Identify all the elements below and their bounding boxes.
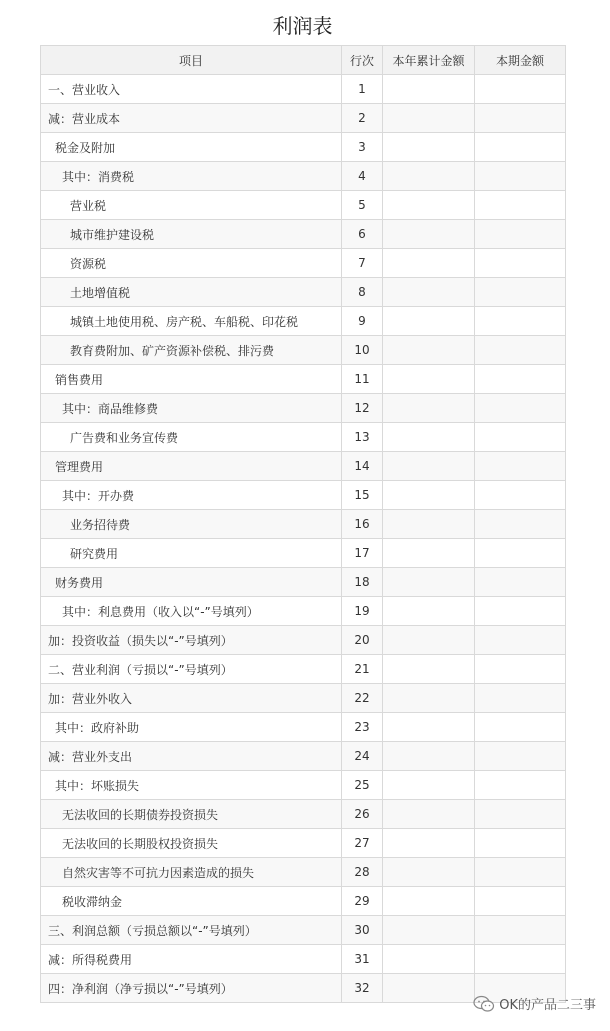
row-current-amount [475,597,566,626]
row-item: 二、营业利润（亏损以“-”号填列） [41,655,342,684]
row-ytd-amount [383,249,475,278]
row-ytd-amount [383,974,475,1003]
table-row [41,887,566,916]
row-current-amount [475,191,566,220]
row-item: 财务费用 [41,568,342,597]
row-ytd-amount [383,539,475,568]
row-ytd-amount [383,597,475,626]
row-item: 其中：坏账损失 [41,771,342,800]
row-ytd-amount [383,713,475,742]
row-item: 营业税 [41,191,342,220]
row-ytd-amount [383,336,475,365]
row-item: 自然灾害等不可抗力因素造成的损失 [41,858,342,887]
row-number: 16 [342,510,383,539]
row-current-amount [475,800,566,829]
row-ytd-amount [383,423,475,452]
row-ytd-amount [383,655,475,684]
row-current-amount [475,423,566,452]
row-ytd-amount [383,626,475,655]
row-item: 其中：商品维修费 [41,394,342,423]
row-number: 13 [342,423,383,452]
table-row [41,249,566,278]
table-row [41,742,566,771]
row-ytd-amount [383,365,475,394]
table-row [41,626,566,655]
header-current-amount: 本期金额 [475,46,566,75]
row-ytd-amount [383,510,475,539]
row-number: 14 [342,452,383,481]
row-ytd-amount [383,800,475,829]
row-number: 25 [342,771,383,800]
table-row [41,829,566,858]
row-ytd-amount [383,104,475,133]
row-ytd-amount [383,394,475,423]
row-ytd-amount [383,945,475,974]
row-ytd-amount [383,771,475,800]
row-item: 资源税 [41,249,342,278]
table-row [41,394,566,423]
row-number: 5 [342,191,383,220]
row-item: 管理费用 [41,452,342,481]
table-row [41,655,566,684]
table-row [41,539,566,568]
row-current-amount [475,162,566,191]
header-ytd-amount: 本年累计金额 [383,46,475,75]
row-item: 其中：政府补助 [41,713,342,742]
row-current-amount [475,684,566,713]
row-number: 7 [342,249,383,278]
row-ytd-amount [383,858,475,887]
row-item: 无法收回的长期股权投资损失 [41,829,342,858]
row-current-amount [475,742,566,771]
row-number: 21 [342,655,383,684]
row-item: 四：净利润（净亏损以“-”号填列） [41,974,342,1003]
row-item: 税收滞纳金 [41,887,342,916]
row-item: 三、利润总额（亏损总额以“-”号填列） [41,916,342,945]
row-number: 2 [342,104,383,133]
row-current-amount [475,626,566,655]
row-number: 1 [342,75,383,104]
row-number: 8 [342,278,383,307]
row-item: 销售费用 [41,365,342,394]
row-number: 18 [342,568,383,597]
row-item: 广告费和业务宣传费 [41,423,342,452]
row-current-amount [475,220,566,249]
table-row [41,568,566,597]
row-number: 9 [342,307,383,336]
row-number: 6 [342,220,383,249]
row-number: 12 [342,394,383,423]
row-current-amount [475,336,566,365]
income-statement-table [40,45,566,1003]
row-current-amount [475,568,566,597]
table-row [41,336,566,365]
row-item: 教育费附加、矿产资源补偿税、排污费 [41,336,342,365]
row-ytd-amount [383,452,475,481]
row-item: 一、营业收入 [41,75,342,104]
table-row [41,452,566,481]
row-item: 加：营业外收入 [41,684,342,713]
row-number: 20 [342,626,383,655]
table-row [41,945,566,974]
table-row [41,133,566,162]
row-number: 23 [342,713,383,742]
row-current-amount [475,887,566,916]
table-header-row [41,46,566,75]
row-current-amount [475,916,566,945]
row-ytd-amount [383,568,475,597]
row-current-amount [475,249,566,278]
row-current-amount [475,510,566,539]
row-current-amount [475,945,566,974]
row-number: 4 [342,162,383,191]
row-number: 30 [342,916,383,945]
row-current-amount [475,713,566,742]
table-row [41,75,566,104]
table-row [41,771,566,800]
table-row [41,800,566,829]
row-ytd-amount [383,191,475,220]
row-item: 其中：消费税 [41,162,342,191]
row-number: 27 [342,829,383,858]
row-item: 其中：利息费用（收入以“-”号填列） [41,597,342,626]
row-number: 11 [342,365,383,394]
table-row [41,858,566,887]
row-ytd-amount [383,481,475,510]
row-item: 研究费用 [41,539,342,568]
row-ytd-amount [383,684,475,713]
row-number: 17 [342,539,383,568]
row-item: 无法收回的长期债券投资损失 [41,800,342,829]
table-row [41,278,566,307]
row-number: 10 [342,336,383,365]
row-current-amount [475,394,566,423]
row-item: 土地增值税 [41,278,342,307]
row-item: 城市维护建设税 [41,220,342,249]
row-ytd-amount [383,278,475,307]
row-current-amount [475,771,566,800]
row-item: 减：营业成本 [41,104,342,133]
row-number: 26 [342,800,383,829]
row-ytd-amount [383,162,475,191]
table-row [41,713,566,742]
row-current-amount [475,133,566,162]
watermark [473,994,596,1013]
row-current-amount [475,104,566,133]
row-ytd-amount [383,916,475,945]
table-row [41,307,566,336]
table-row [41,510,566,539]
row-number: 32 [342,974,383,1003]
table-row [41,220,566,249]
row-current-amount [475,655,566,684]
row-current-amount [475,278,566,307]
row-ytd-amount [383,829,475,858]
row-ytd-amount [383,133,475,162]
table-row [41,597,566,626]
row-current-amount [475,365,566,394]
table-row [41,916,566,945]
row-ytd-amount [383,75,475,104]
row-ytd-amount [383,742,475,771]
table-row [41,191,566,220]
row-number: 31 [342,945,383,974]
watermark-text: OK的产品二三事 [499,998,596,1013]
row-current-amount [475,452,566,481]
wechat-icon [473,995,495,1013]
row-number: 24 [342,742,383,771]
row-ytd-amount [383,887,475,916]
row-number: 19 [342,597,383,626]
header-row-number: 行次 [342,46,383,75]
row-ytd-amount [383,220,475,249]
row-item: 加：投资收益（损失以“-”号填列） [41,626,342,655]
table-row [41,104,566,133]
table-row [41,365,566,394]
table-row [41,423,566,452]
row-current-amount [475,858,566,887]
table-row [41,481,566,510]
row-number: 15 [342,481,383,510]
header-item: 项目 [41,46,342,75]
row-item: 减：所得税费用 [41,945,342,974]
row-number: 28 [342,858,383,887]
row-item: 减：营业外支出 [41,742,342,771]
row-current-amount [475,307,566,336]
row-item: 业务招待费 [41,510,342,539]
row-item: 税金及附加 [41,133,342,162]
row-current-amount [475,829,566,858]
row-number: 22 [342,684,383,713]
row-number: 3 [342,133,383,162]
table-row [41,162,566,191]
row-number: 29 [342,887,383,916]
page-title: 利润表 [272,14,333,38]
row-current-amount [475,539,566,568]
row-item: 其中：开办费 [41,481,342,510]
row-current-amount [475,481,566,510]
table-row [41,684,566,713]
row-ytd-amount [383,307,475,336]
row-item: 城镇土地使用税、房产税、车船税、印花税 [41,307,342,336]
row-current-amount [475,75,566,104]
